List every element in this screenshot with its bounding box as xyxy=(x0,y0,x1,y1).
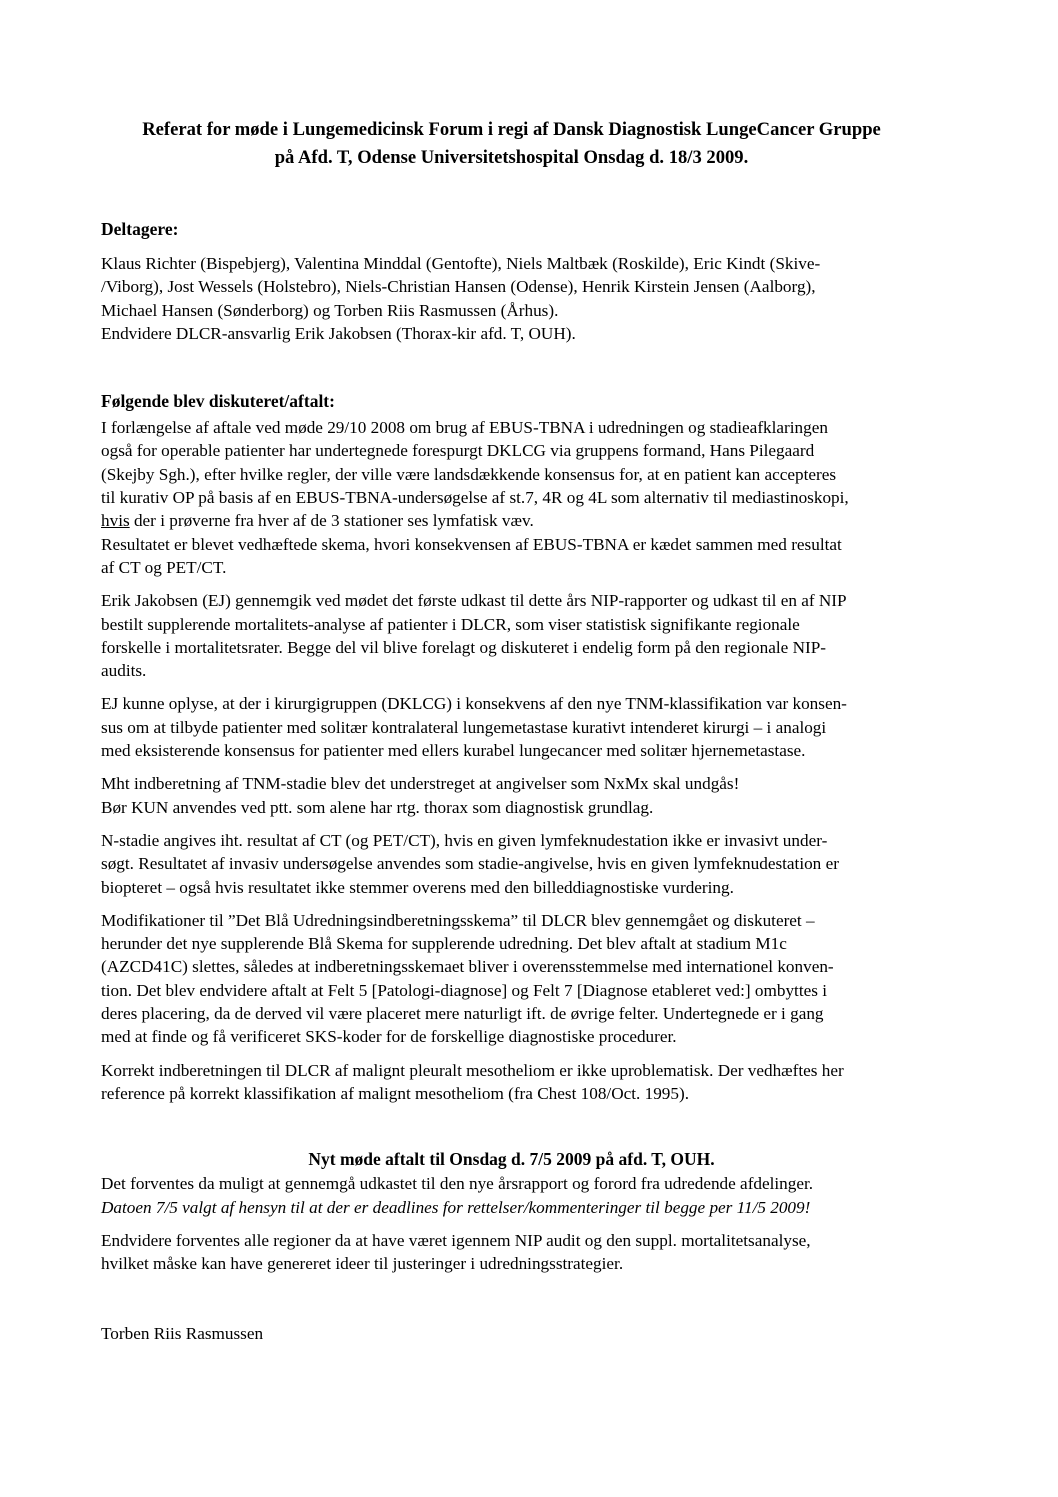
paragraph-ebus xyxy=(101,416,922,579)
text-line: til kurativ OP på basis af en EBUS-TBNA-undersøgelse af st.7, 4R og 4L som alternativ til mediastinoskopi, xyxy=(101,488,849,508)
participants-line: /Viborg), Jost Wessels (Holstebro), Niels-Christian Hansen (Odense), Henrik Kirstein Jensen (Aalborg), xyxy=(101,277,816,297)
italic-note: Datoen 7/5 valgt af hensyn til at der er deadlines for rettelser/kommenteringer til begge per 11/5 2009! xyxy=(101,1197,811,1217)
title-line-2: på Afd. T, Odense Universitetshospital Onsdag d. 18/3 2009. xyxy=(274,147,749,168)
participants-heading: Deltagere: xyxy=(101,219,179,239)
paragraph-nip xyxy=(101,589,922,682)
paragraph-tnm-surgery xyxy=(101,692,922,762)
text-line: N-stadie angives iht. resultat af CT (og PET/CT), hvis en given lymfeknudestation ikke er invasivt under- xyxy=(101,830,828,850)
next-meeting-heading: Nyt møde aftalt til Onsdag d. 7/5 2009 på afd. T, OUH. xyxy=(308,1149,715,1170)
text-line: (Skejby Sgh.), efter hvilke regler, der ville være landsdækkende konsensus for, at en patient kan accepteres xyxy=(101,464,837,484)
paragraph-modifications xyxy=(101,909,922,1049)
text-line: Bør KUN anvendes ved ptt. som alene har rtg. thorax som diagnostisk grundlag. xyxy=(101,797,654,817)
text-line: Korrekt indberetningen til DLCR af malignt pleuralt mesotheliom er ikke uproblematisk. Der vedhæftes her xyxy=(101,1060,844,1080)
text-line: søgt. Resultatet af invasiv undersøgelse anvendes som stadie-angivelse, hvis en given lymfeknudestation er xyxy=(101,854,839,874)
text-fragment: der i prøverne fra hver af de 3 stationer ses lymfatisk væv. xyxy=(129,511,534,531)
text-line: Endvidere forventes alle regioner da at have været igennem NIP audit og den suppl. mortalitetsanalyse, xyxy=(101,1230,811,1250)
paragraph-mesotheliom xyxy=(101,1059,922,1106)
text-line: med eksisterende konsensus for patienter med ellers kurabel lungecancer med solitær hjernemetastase. xyxy=(101,741,806,761)
text-line: Det forventes da muligt at gennemgå udkastet til den nye årsrapport og forord fra udredende afdelinger. xyxy=(101,1174,814,1194)
text-line: Modifikationer til ”Det Blå Udredningsindberetningsskema” til DLCR blev gennemgået og diskuteret – xyxy=(101,910,815,930)
document-title xyxy=(101,116,922,172)
signature xyxy=(101,1322,922,1345)
title-line-1: Referat for møde i Lungemedicinsk Forum i regi af Dansk Diagnostisk LungeCancer Gruppe xyxy=(142,119,881,140)
paragraph-n-stage xyxy=(101,829,922,899)
text-line: hvilket måske kan have genereret ideer til justeringer i udredningsstrategier. xyxy=(101,1254,624,1274)
text-line: Resultatet er blevet vedhæftede skema, hvori konsekvensen af EBUS-TBNA er kædet sammen med resultat xyxy=(101,534,842,554)
text-line: også for operable patienter har undertegnede forespurgt DKLCG via gruppens formand, Hans Pilegaard xyxy=(101,441,815,461)
text-line: herunder det nye supplerende Blå Skema for supplerende udredning. Det blev aftalt at stadium M1c xyxy=(101,934,787,954)
paragraph-regions xyxy=(101,1229,922,1276)
text-line: Mht indberetning af TNM-stadie blev det understreget at angivelser som NxMx skal undgås! xyxy=(101,774,740,794)
text-line: (AZCD41C) slettes, således at indberetningsskemaet bliver i overensstemmelse med internationel konven- xyxy=(101,957,834,977)
text-line: af CT og PET/CT. xyxy=(101,557,227,577)
text-line: tion. Det blev endvidere aftalt at Felt 5 [Patologi-diagnose] og Felt 7 [Diagnose etableret ved:] ombyttes i xyxy=(101,980,827,1000)
text-line: Erik Jakobsen (EJ) gennemgik ved mødet det første udkast til dette års NIP-rapporter og udkast til en af NIP xyxy=(101,591,847,611)
text-line: med at finde og få verificeret SKS-koder for de forskellige diagnostiske procedurer. xyxy=(101,1027,677,1047)
text-line: biopteret – også hvis resultatet ikke stemmer overens med den billeddiagnostiske vurdering. xyxy=(101,877,734,897)
text-line xyxy=(101,509,922,532)
text-line: bestilt supplerende mortalitets-analyse af patienter i DLCR, som viser statistisk signifikante regionale xyxy=(101,614,800,634)
participants-list xyxy=(101,252,922,345)
underlined-word: hvis xyxy=(101,511,130,531)
text-line: forskelle i mortalitetsrater. Begge del vil blive forelagt og diskuteret i endelig form på den regionale NIP- xyxy=(101,637,826,657)
participants-line: Klaus Richter (Bispebjerg), Valentina Minddal (Gentofte), Niels Maltbæk (Roskilde), Eric Kindt (Skive- xyxy=(101,254,821,273)
text-line: audits. xyxy=(101,661,147,681)
text-line: EJ kunne oplyse, at der i kirurgigruppen (DKLCG) i konsekvens af den nye TNM-klassifikation var konsen- xyxy=(101,694,847,714)
discussion-heading: Følgende blev diskuteret/aftalt: xyxy=(101,391,335,412)
paragraph-next-meeting xyxy=(101,1172,922,1219)
text-line: sus om at tilbyde patienter med solitær kontralateral lungemetastase kurativt intenderet kirurgi – i analogi xyxy=(101,717,827,737)
paragraph-tnm-reporting xyxy=(101,772,922,819)
participants-line: Endvidere DLCR-ansvarlig Erik Jakobsen (Thorax-kir afd. T, OUH). xyxy=(101,323,576,343)
text-line: I forlængelse af aftale ved møde 29/10 2008 om brug af EBUS-TBNA i udredningen og stadieafklaringen xyxy=(101,418,828,438)
text-line: deres placering, da de derved vil være placeret mere naturligt ift. de øvrige felter. Undertegnede er i gang xyxy=(101,1004,824,1024)
signature-name: Torben Riis Rasmussen xyxy=(101,1324,264,1344)
text-line: reference på korrekt klassifikation af malignt mesotheliom (fra Chest 108/Oct. 1995). xyxy=(101,1083,690,1103)
participants-line: Michael Hansen (Sønderborg) og Torben Riis Rasmussen (Århus). xyxy=(101,300,559,320)
